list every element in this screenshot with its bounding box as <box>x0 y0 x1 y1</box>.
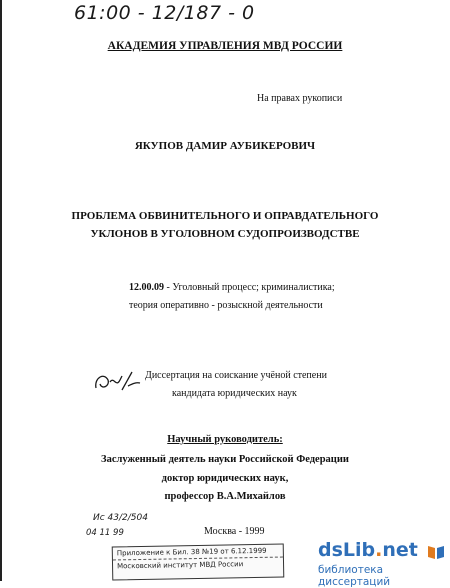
author-name: ЯКУПОВ ДАМИР АУБИКЕРОВИЧ <box>134 140 316 152</box>
institution-name: АКАДЕМИЯ УПРАВЛЕНИЯ МВД РОССИИ <box>107 40 343 52</box>
thesis-title-line-2: УКЛОНОВ В УГОЛОВНОМ СУДОПРОИЗВОДСТВЕ <box>90 228 360 240</box>
library-stamp <box>112 544 285 581</box>
handwritten-signature <box>92 366 142 396</box>
supervisor-degree: доктор юридических наук, <box>161 473 289 484</box>
stamp-line-2: Московский институт МВД России <box>116 560 244 571</box>
dslib-logo <box>318 539 418 561</box>
rights-notice: На правах рукописи <box>257 93 343 104</box>
specialty-line-2: теория оперативно - розыскной деятельности <box>129 300 323 311</box>
stamp-line-1: Приложение к Бил. 38 №19 от 6.12.1999 <box>113 545 283 561</box>
specialty-code: 12.00.09 <box>129 282 164 293</box>
logo-tld: net <box>382 539 418 561</box>
supervisor-title: Заслуженный деятель науки Российской Федерации <box>101 454 349 465</box>
logo-main-text: dsLib <box>318 539 376 561</box>
handwritten-note-line-2: 04 11 99 <box>86 528 124 538</box>
specialty-line-1 <box>129 282 335 293</box>
dslib-watermark-badge[interactable] <box>314 535 450 588</box>
supervisor-name: профессор В.А.Михайлов <box>164 491 286 502</box>
logo-dot: . <box>375 539 383 561</box>
dslib-subtitle: библиотека диссертаций <box>318 564 391 588</box>
city-year: Москва - 1999 <box>204 526 265 537</box>
dissertation-degree-line-1: Диссертация на соискание учёной степени <box>145 370 327 381</box>
supervisor-heading: Научный руководитель: <box>167 434 283 445</box>
handwritten-catalog-number: 61:00 - 12/187 - 0 <box>74 2 255 24</box>
handwritten-note-line-1: Ис 43/2/504 <box>93 513 148 523</box>
specialty-name: - Уголовный процесс; криминалистика; <box>164 282 335 293</box>
thesis-title-line-1: ПРОБЛЕМА ОБВИНИТЕЛЬНОГО И ОПРАВДАТЕЛЬНОГО <box>71 210 379 222</box>
book-icon <box>426 543 446 561</box>
dissertation-degree-line-2: кандидата юридических наук <box>172 388 297 399</box>
